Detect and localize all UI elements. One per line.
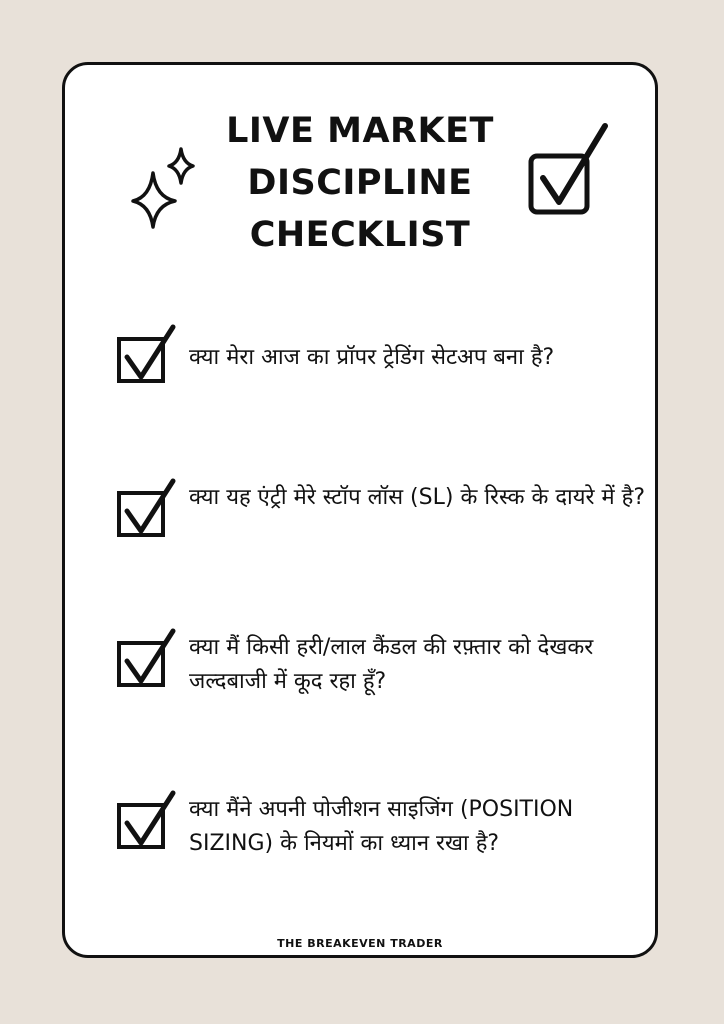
list-item-text: क्या यह एंट्री मेरे स्टॉप लॉस (SL) के रिस्क के दायरे में है?: [189, 485, 646, 510]
title-line-2: DISCIPLINE: [247, 163, 473, 203]
list-item-text: क्या मैं किसी हरी/लाल कैंडल की रफ़्तार को देखकर जल्दबाजी में कूद रहा हूँ?: [189, 635, 594, 694]
checked-box-icon: [525, 120, 615, 220]
checklist-card: [62, 62, 658, 958]
checked-box-icon: [117, 627, 177, 689]
list-item-text: क्या मैंने अपनी पोजीशन साइजिंग (POSITION SIZING) के नियमों का ध्यान रखा है?: [189, 797, 574, 856]
checked-box-icon: [117, 789, 177, 851]
title-line-1: LIVE MARKET: [226, 111, 494, 151]
checked-box-icon: [117, 477, 177, 539]
list-item-text: क्या मेरा आज का प्रॉपर ट्रेडिंग सेटअप बना है?: [189, 345, 555, 370]
checked-box-icon: [117, 323, 177, 385]
footer-brand: THE BREAKEVEN TRADER: [277, 937, 443, 950]
title-line-3: CHECKLIST: [249, 215, 471, 255]
